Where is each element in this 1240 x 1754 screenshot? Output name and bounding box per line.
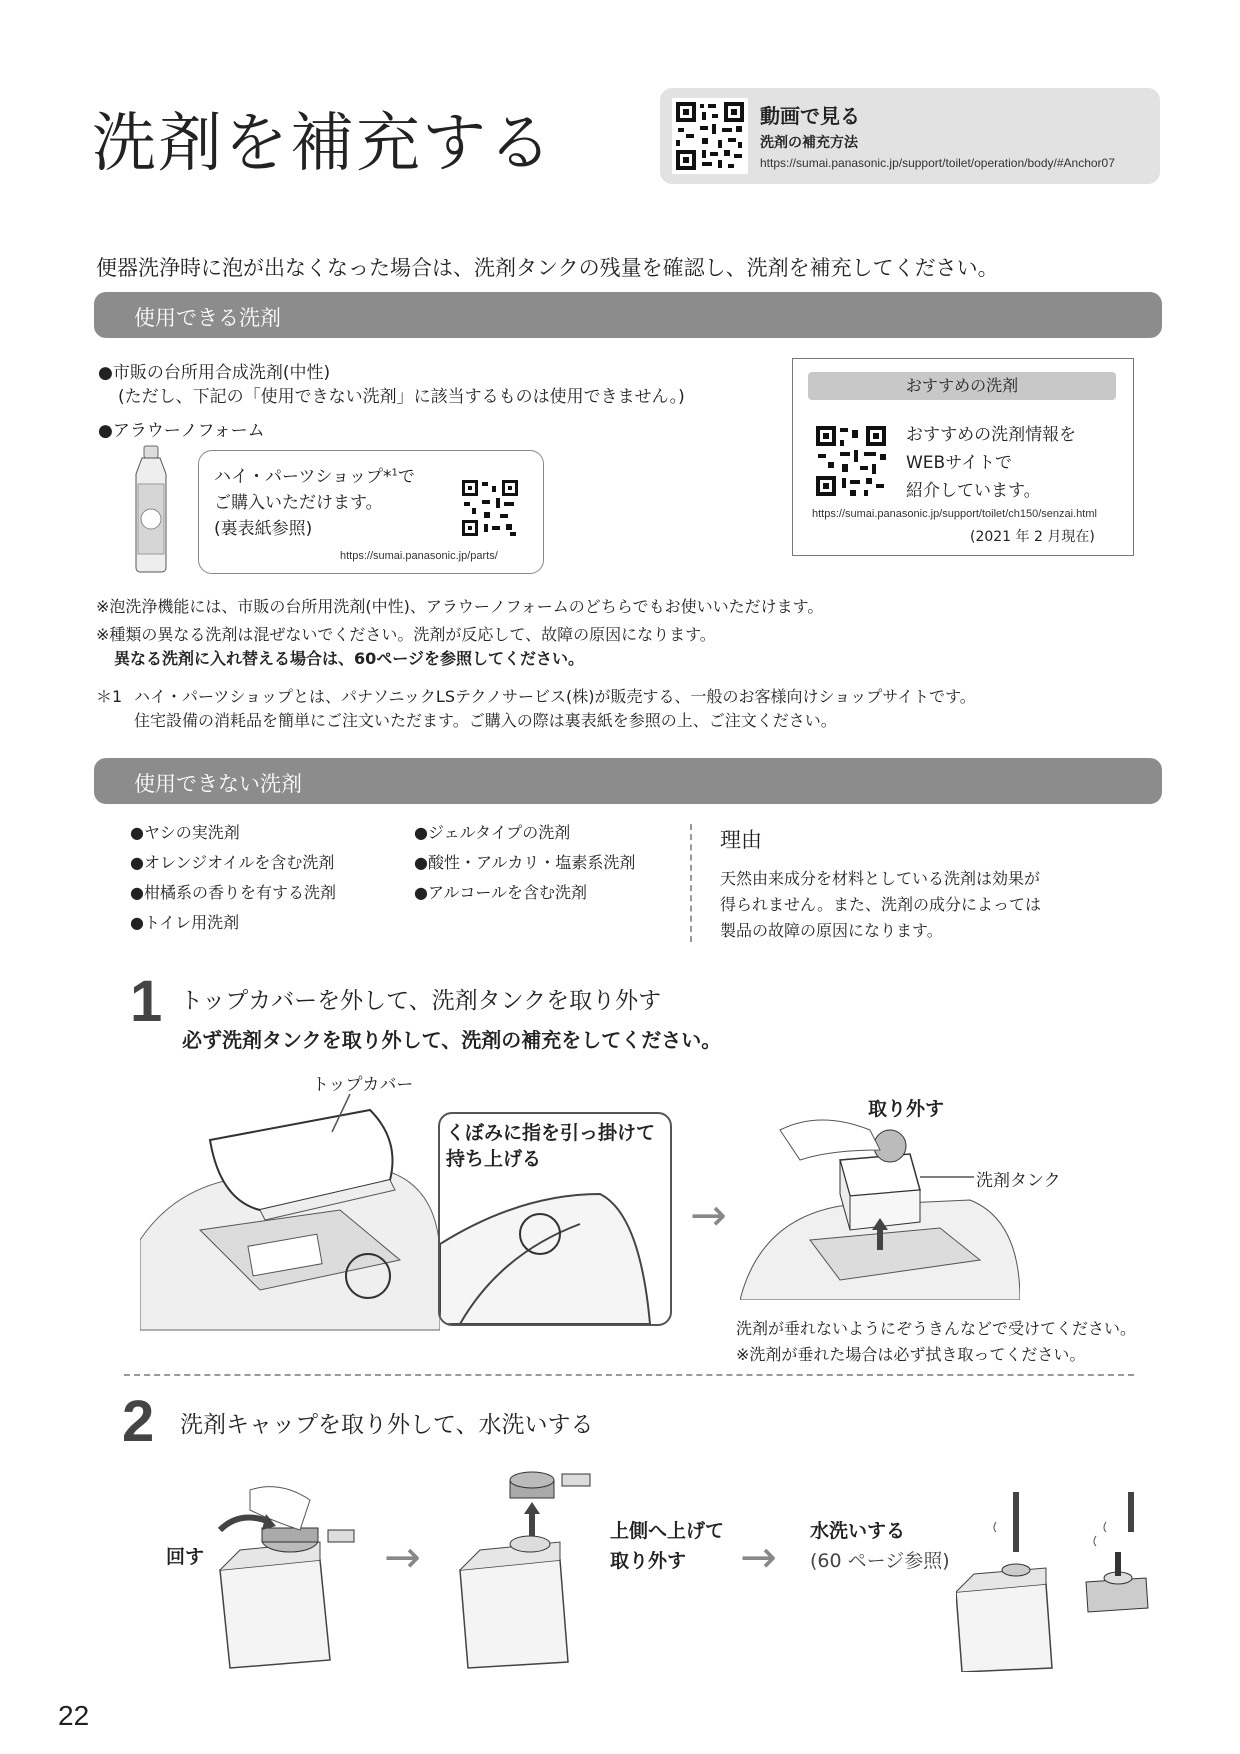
rotate-label: 回す — [166, 1546, 205, 1568]
unusable-item: ●トイレ用洗剤 — [130, 913, 240, 932]
unusable-item: ●アルコールを含む洗剤 — [414, 883, 588, 902]
unusable-item: ●酸性・アルカリ・塩素系洗剤 — [414, 853, 636, 872]
recommend-line-1: おすすめの洗剤情報を — [906, 425, 1077, 445]
top-cover-leader-line — [330, 1094, 360, 1134]
unusable-item: ●ジェルタイプの洗剤 — [414, 823, 571, 842]
step-divider — [124, 1374, 1134, 1376]
intro-text: 便器洗浄時に泡が出なくなった場合は、洗剤タンクの残量を確認し、洗剤を補充してください。 — [96, 256, 999, 280]
note-1: ※泡洗浄機能には、市販の台所用洗剤(中性)、アラウーノフォームのどちらでもお使いいただけます。 — [96, 597, 824, 616]
detergent-bottle-image — [124, 444, 178, 574]
arrow-right-icon: → — [690, 1190, 727, 1241]
lift-label-2: 取り外す — [610, 1550, 687, 1572]
top-cover-label: トップカバー — [312, 1075, 414, 1095]
video-url[interactable]: https://sumai.panasonic.jp/support/toilet/operation/body/#Anchor07 — [760, 156, 1115, 170]
shop-footnote-ref: 1 — [391, 467, 398, 479]
unusable-item: ●オレンジオイルを含む洗剤 — [130, 853, 335, 872]
callout-line-2: 持ち上げる — [446, 1148, 542, 1170]
wash-label-2: (60 ページ参照) — [810, 1550, 950, 1572]
shop-line-3: (裏表紙参照) — [214, 519, 313, 539]
recommend-line-2: WEBサイトで — [906, 453, 1013, 473]
step-2-number: 2 — [122, 1389, 155, 1454]
tank-removal-illustration — [740, 1110, 1020, 1300]
recommend-heading: おすすめの洗剤 — [808, 372, 1116, 400]
section-band-unusable — [94, 758, 1162, 804]
caution-line-1: 洗剤が垂れないようにぞうきんなどで受けてください。 — [736, 1319, 1137, 1338]
caution-line-2: ※洗剤が垂れた場合は必ず拭き取ってください。 — [736, 1345, 1086, 1364]
shop-line-1-end: で — [397, 467, 415, 487]
shop-line-1-text: ハイ・パーツショップ* — [214, 467, 392, 487]
toilet-top-cover-illustration — [140, 1080, 440, 1336]
wash-label-1: 水洗いする — [810, 1520, 906, 1542]
shop-url[interactable]: https://sumai.panasonic.jp/parts/ — [340, 550, 498, 562]
recommend-url[interactable]: https://sumai.panasonic.jp/support/toilet/ch150/senzai.html — [812, 508, 1097, 520]
step-1-warning: 必ず洗剤タンクを取り外して、洗剤の補充をしてください。 — [182, 1028, 722, 1052]
section-band-label: 使用できる洗剤 — [134, 306, 281, 330]
step-1-text: トップカバーを外して、洗剤タンクを取り外す — [180, 988, 662, 1014]
cap-lift-illustration — [450, 1450, 600, 1670]
cap-rotate-illustration — [210, 1470, 370, 1670]
usable-item-kitchen-note: (ただし、下記の「使用できない洗剤」に該当するものは使用できません。) — [118, 387, 685, 407]
note-2-bold: 異なる洗剤に入れ替える場合は、60ページを参照してください。 — [114, 649, 584, 668]
recommend-date: (2021 年 2 月現在) — [970, 529, 1095, 545]
usable-item-alaunofoam: ●アラウーノフォーム — [98, 421, 265, 441]
shop-line-1 — [214, 462, 415, 487]
callout-line-1: くぼみに指を引っ掛けて — [446, 1122, 656, 1144]
section-band-usable — [94, 292, 1162, 338]
unusable-item: ●ヤシの実洗剤 — [130, 823, 240, 842]
shop-qr-code[interactable] — [460, 478, 520, 538]
page-title: 洗剤を補充する — [92, 107, 554, 181]
reason-line: 製品の故障の原因になります。 — [720, 921, 943, 940]
video-heading: 動画で見る — [760, 104, 860, 128]
footnote-line-2: 住宅設備の消耗品を簡単にご注文いただます。ご購入の際は裏表紙を参照の上、ご注文ください。 — [134, 711, 837, 730]
reason-divider — [690, 824, 692, 942]
footnote-mark: ＊1 — [96, 687, 123, 706]
wash-illustration — [956, 1492, 1156, 1672]
usable-item-kitchen: ●市販の台所用合成洗剤(中性) — [98, 363, 331, 383]
shop-line-2: ご購入いただけます。 — [214, 493, 383, 513]
arrow-right-icon: → — [740, 1532, 777, 1583]
tank-label: 洗剤タンク — [976, 1171, 1061, 1191]
section-band-label: 使用できない洗剤 — [134, 772, 302, 796]
video-subheading: 洗剤の補充方法 — [760, 135, 858, 151]
recommend-qr-code[interactable] — [814, 424, 888, 498]
remove-label: 取り外す — [868, 1098, 945, 1120]
reason-line: 天然由来成分を材料としている洗剤は効果が — [720, 869, 1041, 888]
reason-line: 得られません。また、洗剤の成分によっては — [720, 895, 1041, 914]
note-2: ※種類の異なる洗剤は混ぜないでください。洗剤が反応して、故障の原因になります。 — [96, 625, 716, 644]
unusable-item: ●柑橘系の香りを有する洗剤 — [130, 883, 336, 902]
arrow-right-icon: → — [384, 1532, 421, 1583]
page-number: 22 — [58, 1700, 90, 1731]
video-qr-code[interactable] — [672, 98, 748, 174]
reason-heading: 理由 — [720, 828, 762, 852]
lift-label-1: 上側へ上げて — [610, 1520, 725, 1542]
step-1-number: 1 — [130, 969, 163, 1034]
footnote-line-1: ハイ・パーツショップとは、パナソニックLSテクノサービス(株)が販売する、一般のお客様向けショップサイトです。 — [134, 687, 976, 706]
tank-leader-line — [920, 1174, 974, 1180]
step-2-text: 洗剤キャップを取り外して、水洗いする — [180, 1412, 594, 1438]
recommend-line-3: 紹介しています。 — [906, 481, 1041, 501]
